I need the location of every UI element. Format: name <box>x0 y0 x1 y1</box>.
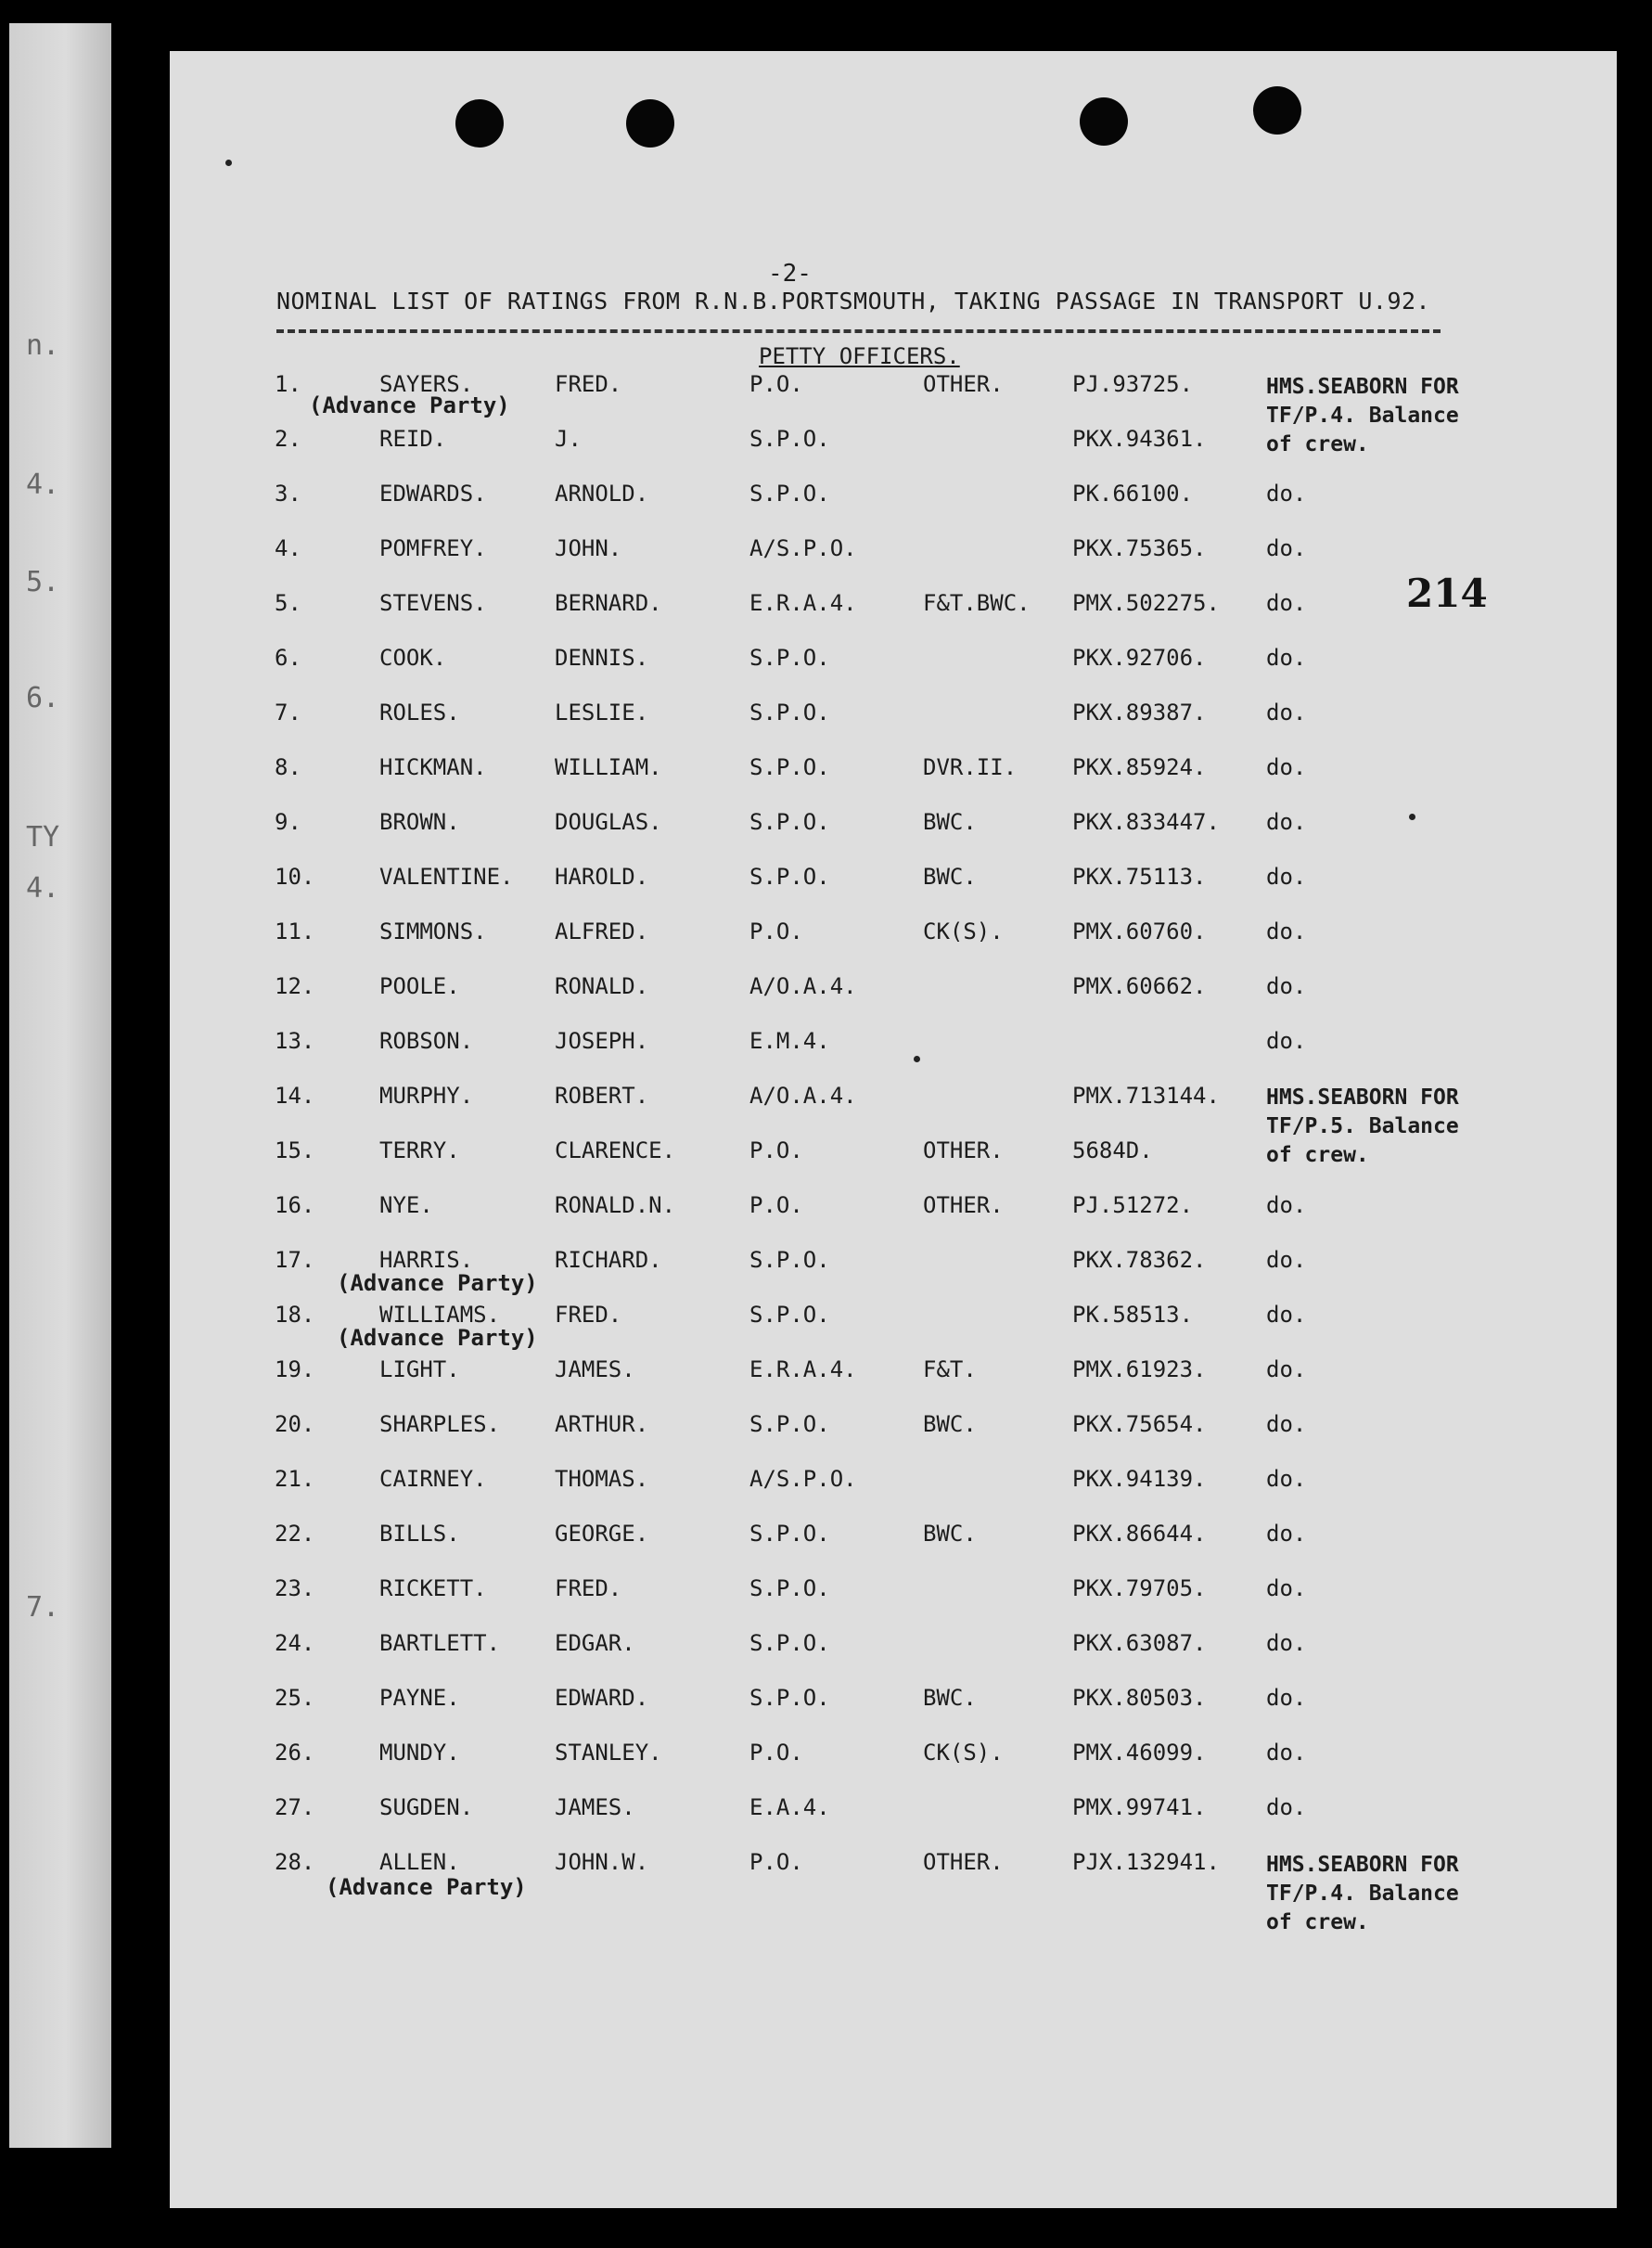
first-name: FRED. <box>555 371 622 397</box>
official-number: PKX.75365. <box>1072 535 1207 561</box>
folio-stamp: 214 <box>1406 571 1488 616</box>
list-row <box>170 1685 1617 1715</box>
rating: E.A.4. <box>749 1794 830 1820</box>
first-name: JOSEPH. <box>555 1028 649 1054</box>
entry-number: 3. <box>275 481 301 507</box>
branch: OTHER. <box>923 1192 1004 1218</box>
official-number: PKX.75113. <box>1072 864 1207 890</box>
first-name: ROBERT. <box>555 1083 649 1109</box>
surname: CAIRNEY. <box>379 1466 487 1492</box>
list-row <box>170 973 1617 1003</box>
first-name: JAMES. <box>555 1794 635 1820</box>
first-name: RONALD. <box>555 973 649 999</box>
official-number: PMX.46099. <box>1072 1740 1207 1766</box>
rating: P.O. <box>749 371 803 397</box>
page-number: -2- <box>768 260 812 288</box>
rating: S.P.O. <box>749 481 830 507</box>
remark: do. <box>1266 481 1307 507</box>
first-name: ARTHUR. <box>555 1411 649 1437</box>
surname: COOK. <box>379 645 447 671</box>
remark: do. <box>1266 1575 1307 1601</box>
entry-number: 19. <box>275 1356 315 1382</box>
rating: E.R.A.4. <box>749 1356 857 1382</box>
branch: OTHER. <box>923 1849 1004 1875</box>
official-number: PJX.132941. <box>1072 1849 1220 1875</box>
surname: RICKETT. <box>379 1575 487 1601</box>
entry-number: 1. <box>275 371 301 397</box>
transfer-note <box>1266 1084 1507 1170</box>
entry-number: 23. <box>275 1575 315 1601</box>
first-name: RICHARD. <box>555 1247 662 1273</box>
list-row <box>170 1740 1617 1769</box>
branch: BWC. <box>923 1411 977 1437</box>
first-name: JAMES. <box>555 1356 635 1382</box>
entry-number: 11. <box>275 918 315 944</box>
official-number: PMX.713144. <box>1072 1083 1220 1109</box>
surname: BILLS. <box>379 1521 460 1547</box>
surname: EDWARDS. <box>379 481 487 507</box>
official-number: PKX.85924. <box>1072 754 1207 780</box>
entry-number: 24. <box>275 1630 315 1656</box>
remark: do. <box>1266 1466 1307 1492</box>
entry-number: 14. <box>275 1083 315 1109</box>
branch: BWC. <box>923 1685 977 1711</box>
official-number: PKX.80503. <box>1072 1685 1207 1711</box>
rating: S.P.O. <box>749 809 830 835</box>
list-row <box>170 481 1617 510</box>
entry-number: 18. <box>275 1302 315 1328</box>
surname: POMFREY. <box>379 535 487 561</box>
rating: S.P.O. <box>749 1521 830 1547</box>
branch: BWC. <box>923 1521 977 1547</box>
surname: HICKMAN. <box>379 754 487 780</box>
rating: S.P.O. <box>749 700 830 726</box>
entry-number: 17. <box>275 1247 315 1273</box>
surname: SAYERS. <box>379 371 474 397</box>
rating: S.P.O. <box>749 645 830 671</box>
remark: do. <box>1266 754 1307 780</box>
entry-number: 21. <box>275 1466 315 1492</box>
remark: do. <box>1266 1740 1307 1766</box>
transfer-note-line: HMS.SEABORN FOR <box>1266 375 1459 399</box>
rating: P.O. <box>749 1740 803 1766</box>
branch: F&T. <box>923 1356 977 1382</box>
branch: CK(S). <box>923 1740 1004 1766</box>
remark: do. <box>1266 1028 1307 1054</box>
first-name: J. <box>555 426 582 452</box>
list-row <box>170 645 1617 674</box>
remark: do. <box>1266 645 1307 671</box>
official-number: PKX.63087. <box>1072 1630 1207 1656</box>
surname: REID. <box>379 426 447 452</box>
first-name: EDWARD. <box>555 1685 649 1711</box>
official-number: PMX.60662. <box>1072 973 1207 999</box>
advance-party-note: (Advance Party) <box>337 1270 538 1296</box>
remark: do. <box>1266 1630 1307 1656</box>
transfer-note-line: TF/P.5. Balance <box>1266 1114 1459 1138</box>
first-name: FRED. <box>555 1302 622 1328</box>
rating: S.P.O. <box>749 754 830 780</box>
surname: PAYNE. <box>379 1685 460 1711</box>
surname: POOLE. <box>379 973 460 999</box>
advance-party-note: (Advance Party) <box>309 392 510 418</box>
branch: BWC. <box>923 809 977 835</box>
first-name: EDGAR. <box>555 1630 635 1656</box>
official-number: PKX.78362. <box>1072 1247 1207 1273</box>
entry-number: 25. <box>275 1685 315 1711</box>
rating: S.P.O. <box>749 1685 830 1711</box>
surname: SIMMONS. <box>379 918 487 944</box>
remark: do. <box>1266 1356 1307 1382</box>
rating: A/S.P.O. <box>749 1466 857 1492</box>
prev-page-fragment: 4. <box>26 469 60 501</box>
first-name: JOHN.W. <box>555 1849 649 1875</box>
document-page <box>170 51 1617 2208</box>
entry-number: 22. <box>275 1521 315 1547</box>
surname: VALENTINE. <box>379 864 514 890</box>
entry-number: 12. <box>275 973 315 999</box>
remark: do. <box>1266 1411 1307 1437</box>
entry-number: 27. <box>275 1794 315 1820</box>
rating: S.P.O. <box>749 864 830 890</box>
entry-number: 28. <box>275 1849 315 1875</box>
entry-number: 10. <box>275 864 315 890</box>
entry-number: 16. <box>275 1192 315 1218</box>
official-number: PJ.51272. <box>1072 1192 1194 1218</box>
first-name: DENNIS. <box>555 645 649 671</box>
entry-number: 2. <box>275 426 301 452</box>
official-number: PMX.99741. <box>1072 1794 1207 1820</box>
prev-page-fragment: 4. <box>26 872 60 905</box>
first-name: DOUGLAS. <box>555 809 662 835</box>
branch: DVR.II. <box>923 754 1018 780</box>
official-number: PKX.89387. <box>1072 700 1207 726</box>
transfer-note-line: of crew. <box>1266 1143 1369 1167</box>
remark: do. <box>1266 864 1307 890</box>
transfer-note-line: of crew. <box>1266 1910 1369 1934</box>
official-number: PK.58513. <box>1072 1302 1194 1328</box>
official-number: PKX.94139. <box>1072 1466 1207 1492</box>
remark: do. <box>1266 1302 1307 1328</box>
branch: F&T.BWC. <box>923 590 1031 616</box>
list-row <box>170 1411 1617 1441</box>
rating: P.O. <box>749 1192 803 1218</box>
official-number: PMX.60760. <box>1072 918 1207 944</box>
list-row <box>170 700 1617 729</box>
rating: S.P.O. <box>749 1247 830 1273</box>
branch: BWC. <box>923 864 977 890</box>
first-name: GEORGE. <box>555 1521 649 1547</box>
surname: TERRY. <box>379 1137 460 1163</box>
official-number: PKX.79705. <box>1072 1575 1207 1601</box>
previous-page-edge <box>9 23 111 2148</box>
first-name: BERNARD. <box>555 590 662 616</box>
prev-page-fragment: n. <box>26 329 60 362</box>
entry-number: 9. <box>275 809 301 835</box>
transfer-note-line: HMS.SEABORN FOR <box>1266 1853 1459 1877</box>
surname: ROLES. <box>379 700 460 726</box>
transfer-note-line: TF/P.4. Balance <box>1266 404 1459 428</box>
official-number: PKX.833447. <box>1072 809 1220 835</box>
transfer-note-line: HMS.SEABORN FOR <box>1266 1085 1459 1110</box>
entry-number: 26. <box>275 1740 315 1766</box>
branch: OTHER. <box>923 1137 1004 1163</box>
surname: ROBSON. <box>379 1028 474 1054</box>
rating: S.P.O. <box>749 1575 830 1601</box>
official-number: PKX.75654. <box>1072 1411 1207 1437</box>
first-name: ARNOLD. <box>555 481 649 507</box>
official-number: PMX.61923. <box>1072 1356 1207 1382</box>
advance-party-note: (Advance Party) <box>337 1325 538 1351</box>
list-row <box>170 1794 1617 1824</box>
remark: do. <box>1266 809 1307 835</box>
first-name: RONALD.N. <box>555 1192 676 1218</box>
remark: do. <box>1266 973 1307 999</box>
section-heading: PETTY OFFICERS. <box>759 343 960 369</box>
list-row <box>170 1521 1617 1550</box>
prev-page-fragment: 7. <box>26 1591 60 1624</box>
official-number: 5684D. <box>1072 1137 1153 1163</box>
rating: S.P.O. <box>749 1411 830 1437</box>
remark: do. <box>1266 535 1307 561</box>
rating: E.R.A.4. <box>749 590 857 616</box>
official-number: PMX.502275. <box>1072 590 1220 616</box>
surname: MUNDY. <box>379 1740 460 1766</box>
surname: LIGHT. <box>379 1356 460 1382</box>
list-row <box>170 809 1617 839</box>
transfer-note <box>1266 373 1507 459</box>
branch: OTHER. <box>923 371 1004 397</box>
first-name: HAROLD. <box>555 864 649 890</box>
list-row <box>170 1028 1617 1058</box>
rating: E.M.4. <box>749 1028 830 1054</box>
rating: S.P.O. <box>749 1630 830 1656</box>
official-number: PK.66100. <box>1072 481 1194 507</box>
entry-number: 15. <box>275 1137 315 1163</box>
rating: P.O. <box>749 1137 803 1163</box>
entry-number: 6. <box>275 645 301 671</box>
list-row <box>170 1466 1617 1496</box>
list-row <box>170 918 1617 948</box>
first-name: JOHN. <box>555 535 622 561</box>
advance-party-note: (Advance Party) <box>326 1874 527 1900</box>
rating: A/O.A.4. <box>749 973 857 999</box>
entry-number: 4. <box>275 535 301 561</box>
first-name: FRED. <box>555 1575 622 1601</box>
transfer-note-line: TF/P.4. Balance <box>1266 1882 1459 1906</box>
prev-page-fragment: 6. <box>26 682 60 714</box>
list-row <box>170 1630 1617 1660</box>
first-name: CLARENCE. <box>555 1137 676 1163</box>
rating: S.P.O. <box>749 426 830 452</box>
transfer-note <box>1266 1851 1507 1937</box>
surname: BARTLETT. <box>379 1630 501 1656</box>
surname: HARRIS. <box>379 1247 474 1273</box>
rating: S.P.O. <box>749 1302 830 1328</box>
remark: do. <box>1266 1192 1307 1218</box>
document-title: NOMINAL LIST OF RATINGS FROM R.N.B.PORTSMOUTH, TAKING PASSAGE IN TRANSPORT U.92. <box>276 288 1431 315</box>
remark: do. <box>1266 590 1307 616</box>
list-row <box>170 1575 1617 1605</box>
list-row <box>170 590 1617 620</box>
branch: CK(S). <box>923 918 1004 944</box>
remark: do. <box>1266 1521 1307 1547</box>
entry-number: 8. <box>275 754 301 780</box>
surname: WILLIAMS. <box>379 1302 501 1328</box>
prev-page-fragment: TY <box>26 821 60 854</box>
entry-number: 20. <box>275 1411 315 1437</box>
surname: BROWN. <box>379 809 460 835</box>
rating: P.O. <box>749 918 803 944</box>
official-number: PKX.92706. <box>1072 645 1207 671</box>
official-number: PKX.94361. <box>1072 426 1207 452</box>
surname: SUGDEN. <box>379 1794 474 1820</box>
rating: A/O.A.4. <box>749 1083 857 1109</box>
surname: STEVENS. <box>379 590 487 616</box>
first-name: LESLIE. <box>555 700 649 726</box>
remark: do. <box>1266 1685 1307 1711</box>
entry-number: 7. <box>275 700 301 726</box>
list-row <box>170 1192 1617 1222</box>
entry-number: 5. <box>275 590 301 616</box>
list-row <box>170 1356 1617 1386</box>
remark: do. <box>1266 1794 1307 1820</box>
rating: A/S.P.O. <box>749 535 857 561</box>
list-row <box>170 535 1617 565</box>
remark: do. <box>1266 1247 1307 1273</box>
official-number: PJ.93725. <box>1072 371 1194 397</box>
first-name: THOMAS. <box>555 1466 649 1492</box>
remark: do. <box>1266 700 1307 726</box>
surname: ALLEN. <box>379 1849 460 1875</box>
first-name: WILLIAM. <box>555 754 662 780</box>
transfer-note-line: of crew. <box>1266 432 1369 456</box>
rating: P.O. <box>749 1849 803 1875</box>
list-row <box>170 754 1617 784</box>
first-name: STANLEY. <box>555 1740 662 1766</box>
remark: do. <box>1266 918 1307 944</box>
surname: SHARPLES. <box>379 1411 501 1437</box>
official-number: PKX.86644. <box>1072 1521 1207 1547</box>
first-name: ALFRED. <box>555 918 649 944</box>
prev-page-fragment: 5. <box>26 566 60 598</box>
surname: NYE. <box>379 1192 433 1218</box>
list-row <box>170 864 1617 893</box>
surname: MURPHY. <box>379 1083 474 1109</box>
entry-number: 13. <box>275 1028 315 1054</box>
